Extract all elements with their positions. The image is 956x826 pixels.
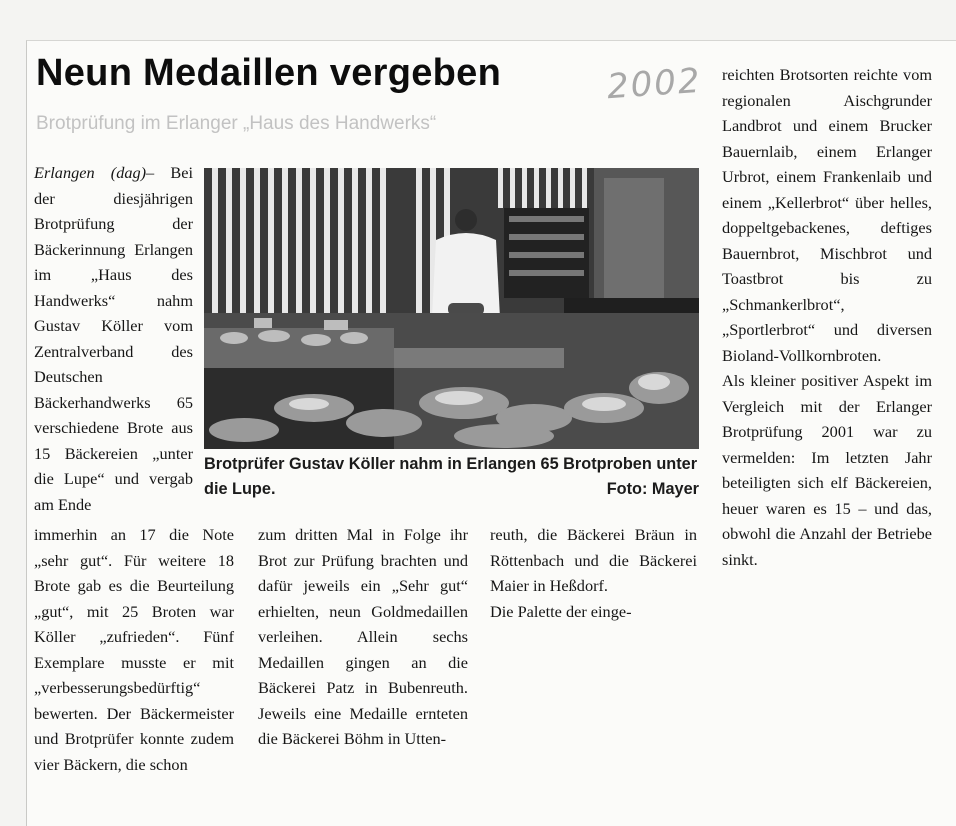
article-column-1-bottom: immerhin an 17 die Note „sehr gut“. Für weitere 18 Brote gab es die Beurteilung „gut“, mit 25 Broten war Köller „zufrieden“. Fünf Exemplare musste er mit „verbesserungsbedürftig“ bewerten. Der Bäckermeister und Brotprüfer konnte zudem vier Bäckern, die schon — [34, 525, 234, 774]
dateline: Erlangen (dag) — [34, 163, 147, 182]
photo-caption — [204, 452, 699, 502]
bread-inspection-photo — [204, 168, 699, 449]
article-column-1-top — [34, 160, 193, 517]
subheadline: Brotprüfung im Erlanger „Haus des Handwerks“ — [36, 113, 437, 134]
headline: Neun Medaillen vergeben — [36, 52, 502, 94]
photo-credit: Foto: Mayer — [606, 480, 699, 498]
body-text: – Bei der diesjährigen Brotprüfung der Bäckerinnung Erlangen im „Haus des Handwerks“ nahm Gustav Köller vom Zentralverband des Deutschen Bäckerhandwerks 65 verschiedene Brote aus 15 Bäckereien „unter die Lupe“ und vergab am Ende — [34, 163, 193, 514]
caption-text: Brotprüfer Gustav Köller nahm in Erlangen 65 Brotproben unter die Lupe. — [204, 455, 698, 498]
news-photo — [204, 168, 699, 449]
article-column-4: reichten Brotsorten reichte vom regionalen Aischgrunder Landbrot und einem Brucker Bauernlaib, einem Erlanger Urbrot, einem Frankenlaib und einem „Kellerbrot“ über helles, doppeltgebackenes, deftiges Bauernbrot, Mischbrot und Toastbrot bis zu „Schmankerlbrot“, „Sportlerbrot“ und diversen Bioland-Vollkornbroten. Als kleiner positiver Aspekt im Vergleich mit der Erlanger Brotprüfung 2001 war zu vermelden: Im letzten Jahr beteiligten sich elf Bäckereien, heuer waren es 15 – und das, obwohl die Anzahl der Betriebe sinkt. — [722, 65, 932, 569]
article-column-3: reuth, die Bäckerei Bräun in Röttenbach und die Bäckerei Maier in Heßdorf. Die Palette der einge- — [490, 525, 697, 621]
handwritten-year: 2002 — [605, 60, 703, 108]
article-column-2: zum dritten Mal in Folge ihr Brot zur Prüfung brachten und dafür jeweils ein „Sehr gut“ erhielten, neun Goldmedaillen verleihen. Allein sechs Medaillen gingen an die Bäckerei Patz in Bubenreuth. Jeweils eine Medaille ernteten die Bäckerei Böhm in Utten- — [258, 525, 468, 748]
